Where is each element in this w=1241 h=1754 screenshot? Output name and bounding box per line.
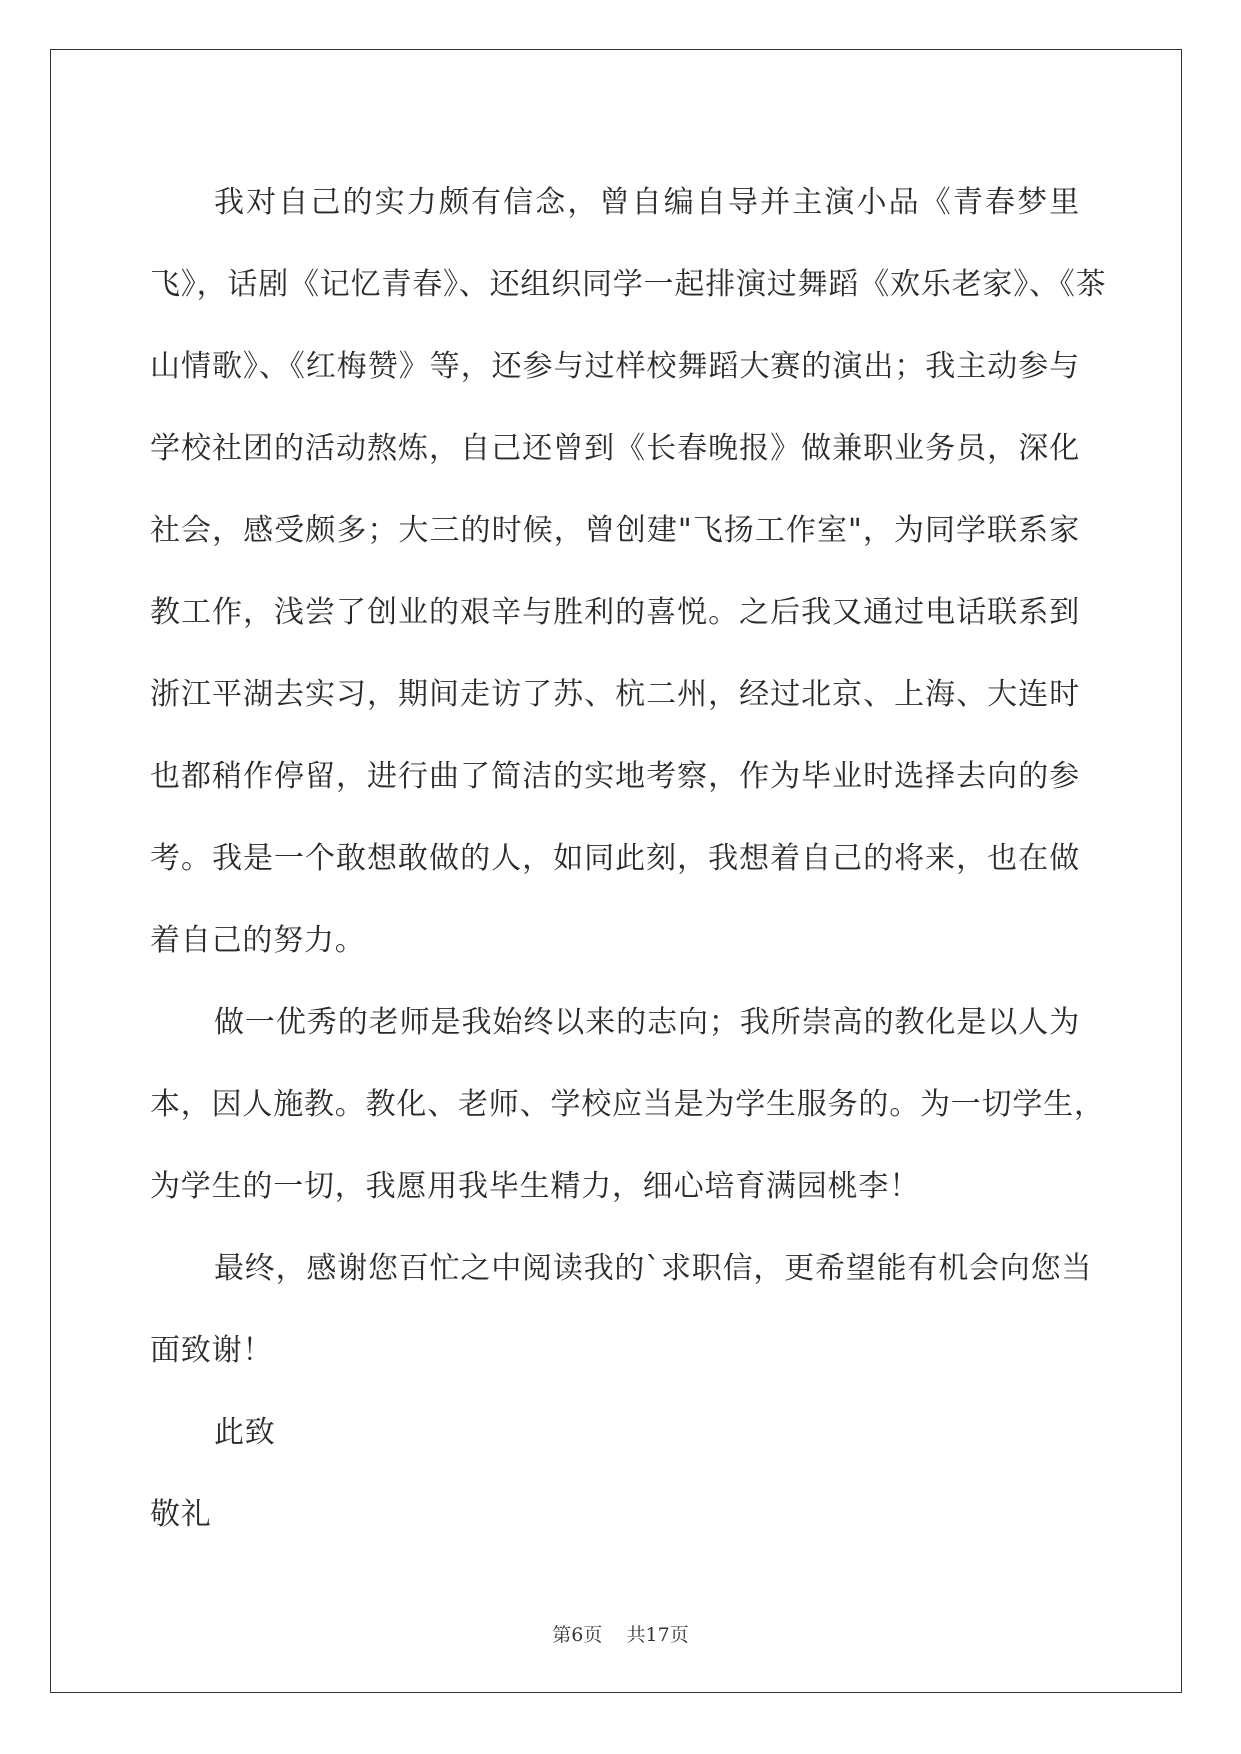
- text-line: 山情歌》、《红梅赞》等，还参与过样校舞蹈大赛的演出；我主动参与: [150, 349, 1080, 384]
- text-line: 浙江平湖去实习，期间走访了苏、杭二州，经过北京、上海、大连时: [150, 677, 1080, 712]
- page-total: 共17页: [626, 1624, 689, 1646]
- text-line: 最终，感谢您百忙之中阅读我的`求职信，更希望能有机会向您当: [214, 1251, 1093, 1286]
- text-line: 为学生的一切，我愿用我毕生精力，细心培育满园桃李！: [150, 1169, 920, 1204]
- text-line: 面致谢！: [150, 1333, 274, 1368]
- closing-regards: 敬礼: [150, 1497, 212, 1532]
- text-line: 社会，感受颇多；大三的时候，曾创建"飞扬工作室"，为同学联系家: [150, 513, 1080, 548]
- text-line: 我对自己的实力颇有信念，曾自编自导并主演小品《青春梦里: [214, 185, 1080, 220]
- text-line: 也都稍作停留，进行曲了简洁的实地考察，作为毕业时选择去向的参: [150, 759, 1080, 794]
- closing-salutation: 此致: [214, 1415, 276, 1450]
- page-footer: [0, 1620, 1241, 1647]
- text-line: 本，因人施教。教化、老师、学校应当是为学生服务的。为一切学生，: [150, 1087, 1105, 1122]
- text-line: 教工作，浅尝了创业的艰辛与胜利的喜悦。之后我又通过电话联系到: [150, 595, 1080, 630]
- text-line: 做一优秀的老师是我始终以来的志向；我所崇高的教化是以人为: [214, 1005, 1080, 1040]
- text-line: 着自己的努力。: [150, 923, 366, 958]
- text-line: 考。我是一个敢想敢做的人，如同此刻，我想着自己的将来，也在做: [150, 841, 1080, 876]
- text-line: 飞》，话剧《记忆青春》、还组织同学一起排演过舞蹈《欢乐老家》、《茶: [150, 267, 1107, 302]
- text-line: 学校社团的活动熬炼，自己还曾到《长春晚报》做兼职业务员，深化: [150, 431, 1080, 466]
- page-number: 第6页: [552, 1624, 603, 1646]
- letter-body: [150, 162, 1107, 1556]
